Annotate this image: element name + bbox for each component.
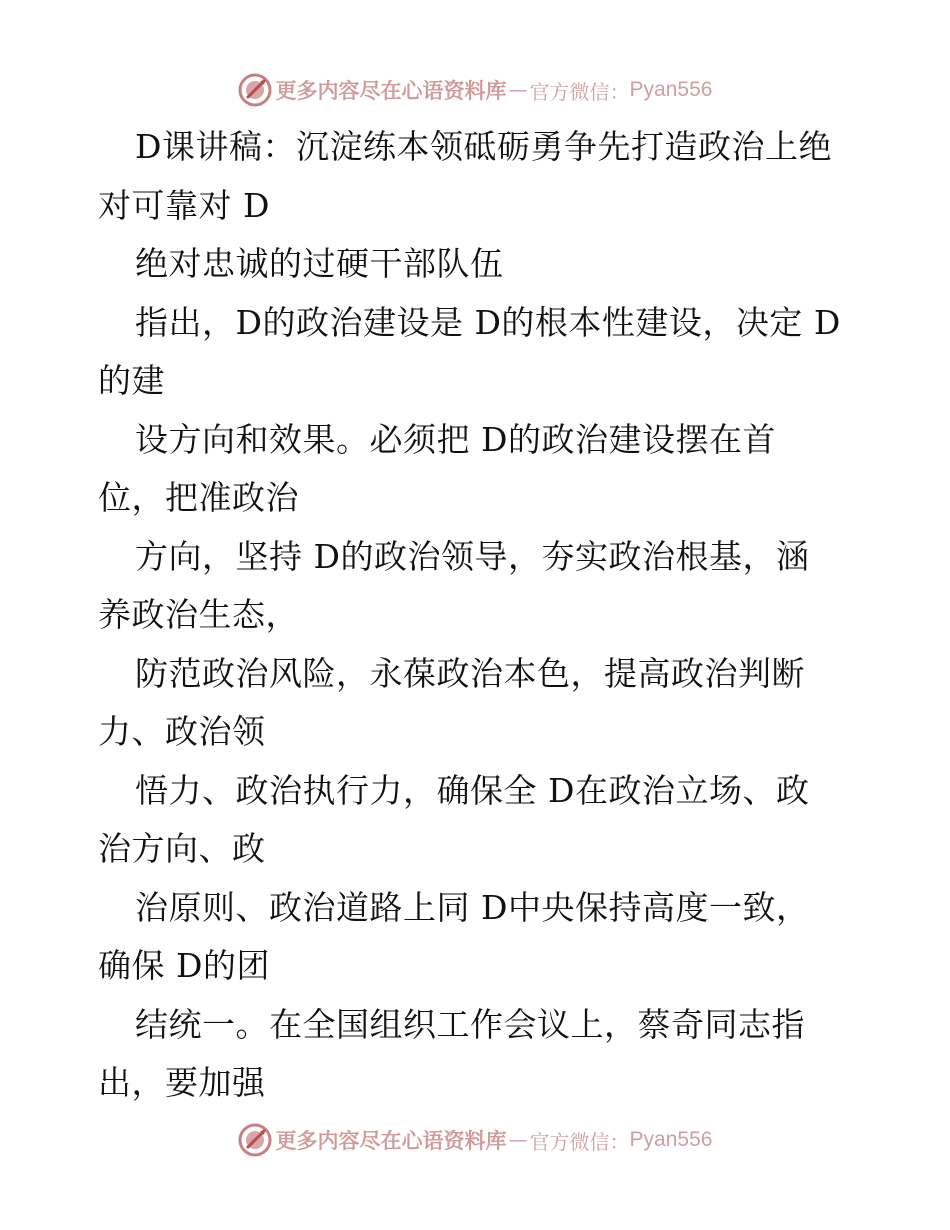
paragraph: 结统一。在全国组织工作会议上，蔡奇同志指 出，要加强 <box>98 1004 805 1102</box>
paragraph: 治原则、政治道路上同 D中央保持高度一致， 确保 D的团 <box>98 887 810 985</box>
watermark-site-text: 更多内容尽在心语资料库 <box>275 78 507 103</box>
paragraph: D课讲稿：沉淀练本领砥砺勇争先打造政治上绝 对可靠对 D <box>98 127 832 225</box>
book-quill-logo-icon <box>238 1123 272 1157</box>
watermark-separator: — <box>508 79 528 101</box>
paragraph: 设方向和效果。必须把 D的政治建设摆在首 位，把准政治 <box>98 419 776 517</box>
watermark-separator: — <box>508 1129 528 1151</box>
watermark-wechat-id: Pyan556 <box>629 78 713 101</box>
book-quill-logo-icon <box>238 73 272 107</box>
watermark-wechat-label: 官方微信： <box>529 79 630 104</box>
paragraph: 悟力、政治执行力，确保全 D在政治立场、政 治方向、政 <box>98 770 810 868</box>
paragraph: 防范政治风险，永葆政治本色，提高政治判断 力、政治领 <box>98 653 805 751</box>
footer-watermark <box>0 1120 950 1160</box>
paragraph: 方向，坚持 D的政治领导，夯实政治根基，涵 养政治生态， <box>98 536 810 634</box>
header-watermark <box>0 70 950 110</box>
watermark-wechat-label: 官方微信： <box>529 1129 630 1154</box>
paragraph: 指出，D的政治建设是 D的根本性建设，决定 D 的建 <box>98 302 841 400</box>
watermark-site-text: 更多内容尽在心语资料库 <box>275 1128 507 1153</box>
paragraph: 绝对忠诚的过硬干部队伍 <box>135 244 504 283</box>
watermark-wechat-id: Pyan556 <box>629 1128 713 1151</box>
document-body <box>98 118 858 1113</box>
